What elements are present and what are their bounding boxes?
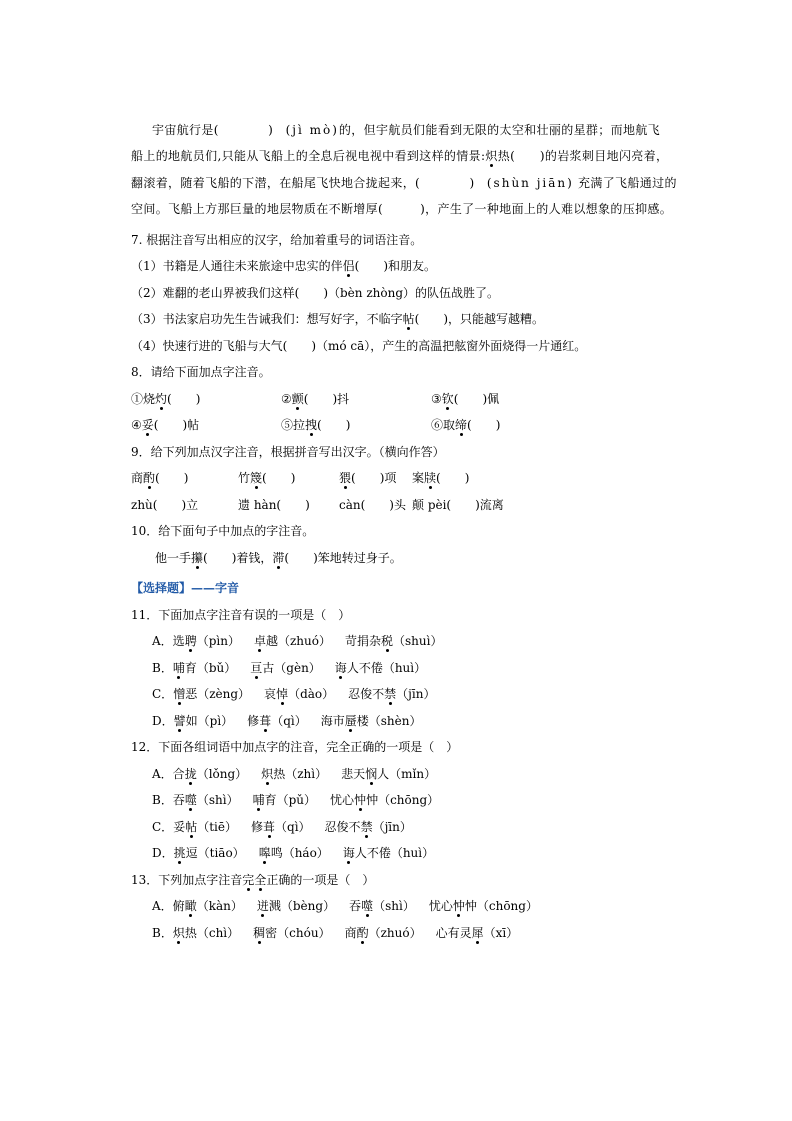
passage-line-1 <box>131 117 751 144</box>
q11-option-d <box>131 708 751 735</box>
text-run: 逗（tiāo） <box>185 846 245 861</box>
emphasized-char: 噬 <box>184 793 197 808</box>
text-run: （shì） <box>196 793 239 808</box>
text-run: 俯 <box>172 899 185 914</box>
emphasized-char: 悯 <box>365 766 378 781</box>
option-term <box>429 899 538 913</box>
q7-item-2 <box>131 280 751 307</box>
q9-item-1 <box>131 465 188 492</box>
q9-row-1 <box>131 465 751 492</box>
option-label: B． <box>152 660 173 675</box>
text-run: ( )笨地转过身子。 <box>284 550 402 565</box>
option-term <box>335 661 426 675</box>
emphasized-char: 稠 <box>253 925 266 940</box>
text-run: 忡（chōng） <box>366 793 440 808</box>
emphasized-char: 葺 <box>263 819 276 834</box>
emphasized-char: 悼 <box>276 687 289 702</box>
worksheet-content <box>131 117 751 947</box>
emphasized-char: 迸 <box>256 899 269 914</box>
text-run: 育（bǔ） <box>184 660 237 675</box>
option-term <box>174 846 245 860</box>
emphasized-char: 攥 <box>191 550 204 565</box>
text-run: 船上的地航员们,只能从飞船上的全息后视电视中看到这样的情景: <box>131 149 486 164</box>
text-run: （4）快速行进的飞船与大气( )（mó cā），产生的高温把舷窗外面烧得一片通红。 <box>131 338 587 353</box>
q8-item-5 <box>281 412 431 439</box>
text-run: 遗 hàn( ) <box>238 497 310 512</box>
option-term <box>247 714 307 728</box>
text-run: 吞 <box>349 899 362 914</box>
text-run: 人不倦（huì） <box>346 660 427 675</box>
text-run: ③ <box>431 391 442 406</box>
text-run: （shuì） <box>393 634 443 649</box>
text-run: 忍俊不 <box>348 687 385 702</box>
q11-option-a <box>131 628 751 655</box>
emphasized-char: 完 <box>242 872 255 887</box>
option-term <box>345 926 422 940</box>
text-run: 忧心 <box>428 899 453 914</box>
text-run: 苛捐杂 <box>344 634 381 649</box>
q11-option-c <box>131 681 751 708</box>
emphasized-char: 篾 <box>250 471 263 486</box>
text-run: （zhuó） <box>368 925 422 940</box>
emphasized-char: 禁 <box>360 819 373 834</box>
text-run: ( )着钱， <box>203 550 273 565</box>
option-term <box>264 687 334 701</box>
text-run: 的，但宇航员们能看到无限的太空和壮丽的星群；而地航飞 <box>338 122 661 137</box>
text-run: ( ) <box>436 471 470 486</box>
emphasized-char: 蜃 <box>344 713 357 728</box>
text-run: （qì） <box>271 713 307 728</box>
q8-row-2 <box>131 412 751 439</box>
option-term <box>173 634 240 648</box>
text-run: 13．下列加点字注音 <box>131 872 243 887</box>
text-run: ⑥取 <box>431 418 456 433</box>
emphasized-char: 哺 <box>172 660 185 675</box>
q8-item-1 <box>131 386 281 413</box>
text-run: 楼（shèn） <box>356 713 422 728</box>
text-run: ( ) <box>155 471 189 486</box>
emphasized-char: 噬 <box>361 899 374 914</box>
emphasized-char: 税 <box>381 634 394 649</box>
q9-row-2 <box>131 492 751 519</box>
emphasized-char: 炽 <box>261 766 274 781</box>
q9-item-7 <box>339 492 406 519</box>
q7-item-4 <box>131 333 751 360</box>
emphasized-char: 帖 <box>402 312 415 327</box>
text-run: 商 <box>344 925 357 940</box>
text-run: 妥 <box>173 819 186 834</box>
option-label: B． <box>152 925 173 940</box>
text-run: 热（chì） <box>184 925 240 940</box>
emphasized-char: 挑 <box>173 846 186 861</box>
text-run: 如（pì） <box>185 713 234 728</box>
text-run: ( )项 <box>351 471 397 486</box>
text-run: ( ) <box>317 418 351 433</box>
option-term <box>341 767 436 781</box>
option-label: B． <box>152 793 173 808</box>
option-term <box>173 767 248 781</box>
text-run: （kàn） <box>196 899 243 914</box>
option-term <box>348 687 435 701</box>
text-run: 心有灵 <box>435 925 472 940</box>
question-9 <box>131 439 751 519</box>
emphasized-char: 聘 <box>184 634 197 649</box>
q9-item-2 <box>238 465 295 492</box>
q13-option-a <box>131 893 751 920</box>
emphasized-char: 酌 <box>356 925 369 940</box>
emphasized-char: 亘 <box>250 660 263 675</box>
text-run: ⑤拉 <box>281 418 306 433</box>
q9-item-3 <box>339 465 396 492</box>
text-run: （3）书法家启功先生告诫我们：想写好字，不临字 <box>131 312 403 327</box>
question-13 <box>131 867 751 947</box>
text-run: 密（chóu） <box>265 925 331 940</box>
passage-line-4 <box>131 196 751 223</box>
text-run: （jīn） <box>372 819 412 834</box>
option-term <box>173 899 243 913</box>
text-run: 忍俊不 <box>324 819 361 834</box>
text-run: càn( )头 <box>339 497 406 512</box>
text-run: 空间。飞船上方那巨量的地层物质在不断增厚( )，产生了一种地面上的人难以想象的压抑感。 <box>131 202 673 217</box>
q10-sentence <box>131 545 751 572</box>
question-8 <box>131 359 751 439</box>
option-term <box>251 820 311 834</box>
q11-title: 11．下面加点字注音有误的一项是（ ） <box>131 607 351 622</box>
q8-title: 8．请给下面加点字注音。 <box>131 365 271 380</box>
option-term <box>325 820 412 834</box>
emphasized-char: 侣 <box>342 259 355 274</box>
section-header: 【选择题】——字音 <box>131 581 240 596</box>
q13-title <box>131 867 751 894</box>
text-run: （jīn） <box>396 687 436 702</box>
q10-title: 10．给下面句子中加点的字注音。 <box>131 524 315 539</box>
question-7 <box>131 227 751 360</box>
question-11 <box>131 602 751 735</box>
emphasized-char: 禁 <box>384 687 397 702</box>
emphasized-char: 帖 <box>185 819 198 834</box>
text-run: （tiē） <box>197 819 237 834</box>
text-run: （1）书籍是人通往未来旅途中忠实的伴 <box>131 259 343 274</box>
option-term <box>321 714 422 728</box>
text-run: ( )，只能越写越糟。 <box>414 312 545 327</box>
emphasized-char: 瞰 <box>184 899 197 914</box>
option-label: D． <box>152 846 174 861</box>
q8-item-2 <box>281 386 431 413</box>
text-run: 悲天 <box>341 766 366 781</box>
option-term <box>253 926 330 940</box>
option-label: C． <box>152 819 174 834</box>
option-term <box>173 661 236 675</box>
text-run: ( )抖 <box>303 391 350 406</box>
option-term <box>254 634 331 648</box>
emphasized-char: 炽 <box>172 925 185 940</box>
text-run: （shì） <box>373 899 415 914</box>
emphasized-char: 憎 <box>173 687 186 702</box>
text-run: 恶（zèng） <box>185 687 251 702</box>
emphasized-char: 猥 <box>339 471 352 486</box>
q9-item-8 <box>412 492 504 519</box>
option-term <box>173 926 239 940</box>
text-run: （xī） <box>483 925 519 940</box>
text-run: 翻滚着，随着飞船的下潜，在船尾飞快地合拢起来，( ) <box>131 175 487 190</box>
emphasized-char: 哺 <box>252 793 265 808</box>
text-run: （qì） <box>275 819 311 834</box>
emphasized-char: 忡 <box>354 793 367 808</box>
text-run: （2）难翻的老山界被我们这样( )（bèn zhòng）的队伍战胜了。 <box>131 285 500 300</box>
option-term <box>261 767 327 781</box>
q12-option-a <box>131 761 751 788</box>
option-label: D． <box>152 713 174 728</box>
option-term <box>250 661 321 675</box>
text-run: 人（mǐn） <box>377 766 437 781</box>
q12-title: 12．下面各组词语中加点字的注音，完全正确的一项是（ ） <box>131 740 459 755</box>
emphasized-char: 妥 <box>141 418 154 433</box>
text-run: （dào） <box>288 687 335 702</box>
emphasized-char: 嗥 <box>258 846 271 861</box>
q13-option-b <box>131 920 751 947</box>
text-run: ( )帖 <box>153 418 200 433</box>
text-run: 育（pǔ） <box>264 793 317 808</box>
emphasized-char: 忡 <box>452 899 465 914</box>
text-run: 鸣（háo） <box>270 846 329 861</box>
text-run: 他一手 <box>155 550 192 565</box>
emphasized-char: 卓 <box>253 634 266 649</box>
text-run: 竹 <box>238 471 251 486</box>
text-run: 忡（chōng） <box>464 899 538 914</box>
q12-option-b <box>131 787 751 814</box>
passage-line-3 <box>131 170 751 197</box>
emphasized-char: 酌 <box>143 471 156 486</box>
q9-item-6 <box>238 492 310 519</box>
text-run: 宇宙航行是( ) <box>152 122 286 137</box>
q8-item-4 <box>131 412 281 439</box>
option-term <box>330 793 439 807</box>
emphasized-char: 滞 <box>272 550 285 565</box>
question-10 <box>131 518 751 571</box>
emphasized-char: 诲 <box>334 660 347 675</box>
text-run: 溅（bèng） <box>268 899 336 914</box>
emphasized-char: 炽 <box>485 149 498 164</box>
text-run: 海市 <box>320 713 345 728</box>
passage-line-2 <box>131 143 751 170</box>
text-run: 案 <box>412 471 425 486</box>
text-run: ( ) <box>262 471 296 486</box>
emphasized-char: 颤 <box>291 391 304 406</box>
emphasized-char: 诲 <box>342 846 355 861</box>
q12-option-c <box>131 814 751 841</box>
pinyin-prompt: (shùn jiān) <box>486 175 574 190</box>
option-term <box>257 899 335 913</box>
text-run: 商 <box>131 471 144 486</box>
text-run: ④ <box>131 418 142 433</box>
q8-item-3 <box>431 386 581 413</box>
text-run: （pìn） <box>196 634 240 649</box>
text-run: 人不倦（huì） <box>354 846 435 861</box>
pinyin-prompt: (jì mò) <box>285 122 339 137</box>
emphasized-char: 拽 <box>305 418 318 433</box>
text-run: 古（gèn） <box>262 660 321 675</box>
option-term <box>173 687 250 701</box>
text-run: zhù( )立 <box>131 497 199 512</box>
text-run: 颠 pèi( )流离 <box>412 497 504 512</box>
q8-item-6 <box>431 412 581 439</box>
text-run: 修 <box>247 713 260 728</box>
emphasized-char: 拢 <box>184 766 197 781</box>
option-label: A． <box>152 899 173 914</box>
option-term <box>349 899 415 913</box>
text-run: ( )和朋友。 <box>354 259 437 274</box>
emphasized-char: 譬 <box>173 713 186 728</box>
text-run: ( ) <box>167 391 201 406</box>
reading-passage <box>131 117 751 223</box>
option-term <box>345 634 443 648</box>
q11-option-b <box>131 655 751 682</box>
text-run: 吞 <box>172 793 185 808</box>
q8-row-1 <box>131 386 751 413</box>
text-run: 充满了飞船通过的 <box>573 175 677 190</box>
text-run: 哀 <box>264 687 277 702</box>
option-label: A． <box>152 766 173 781</box>
text-run: ( ) <box>467 418 501 433</box>
q7-title: 7. 根据注音写出相应的汉字，给加着重号的词语注音。 <box>131 232 423 247</box>
option-term <box>173 820 237 834</box>
q12-option-d <box>131 840 751 867</box>
option-term <box>253 793 316 807</box>
question-12 <box>131 734 751 867</box>
option-label: C． <box>152 687 174 702</box>
text-run: 合 <box>172 766 185 781</box>
emphasized-char: 钦 <box>441 391 454 406</box>
text-run: 正确的一项是（ ） <box>266 872 375 887</box>
q7-item-3 <box>131 306 751 333</box>
emphasized-char: 葺 <box>259 713 272 728</box>
text-run: 越（zhuó） <box>265 634 331 649</box>
q9-item-4 <box>412 465 469 492</box>
emphasized-char: 灼 <box>155 391 168 406</box>
emphasized-char: 犀 <box>471 925 484 940</box>
text-run: ② <box>281 391 292 406</box>
text-run: 热( )的岩浆刺目地闪亮着， <box>497 149 669 164</box>
text-run: 选 <box>172 634 185 649</box>
text-run: 热（zhì） <box>273 766 328 781</box>
text-run: ①烧 <box>131 391 156 406</box>
option-term <box>343 846 434 860</box>
option-term <box>173 793 239 807</box>
text-run: 忧心 <box>330 793 355 808</box>
q9-item-5 <box>131 492 198 519</box>
option-term <box>174 714 234 728</box>
emphasized-char: 全 <box>254 872 267 887</box>
option-label: A． <box>152 634 173 649</box>
q7-item-1 <box>131 253 751 280</box>
text-run: 修 <box>250 819 263 834</box>
option-term <box>436 926 519 940</box>
option-term <box>259 846 329 860</box>
emphasized-char: 牍 <box>424 471 437 486</box>
emphasized-char: 缔 <box>455 418 468 433</box>
text-run: ( )佩 <box>453 391 500 406</box>
q9-title: 9．给下列加点汉字注音，根据拼音写出汉字。（横向作答） <box>131 444 445 459</box>
text-run: （lǒng） <box>196 766 248 781</box>
